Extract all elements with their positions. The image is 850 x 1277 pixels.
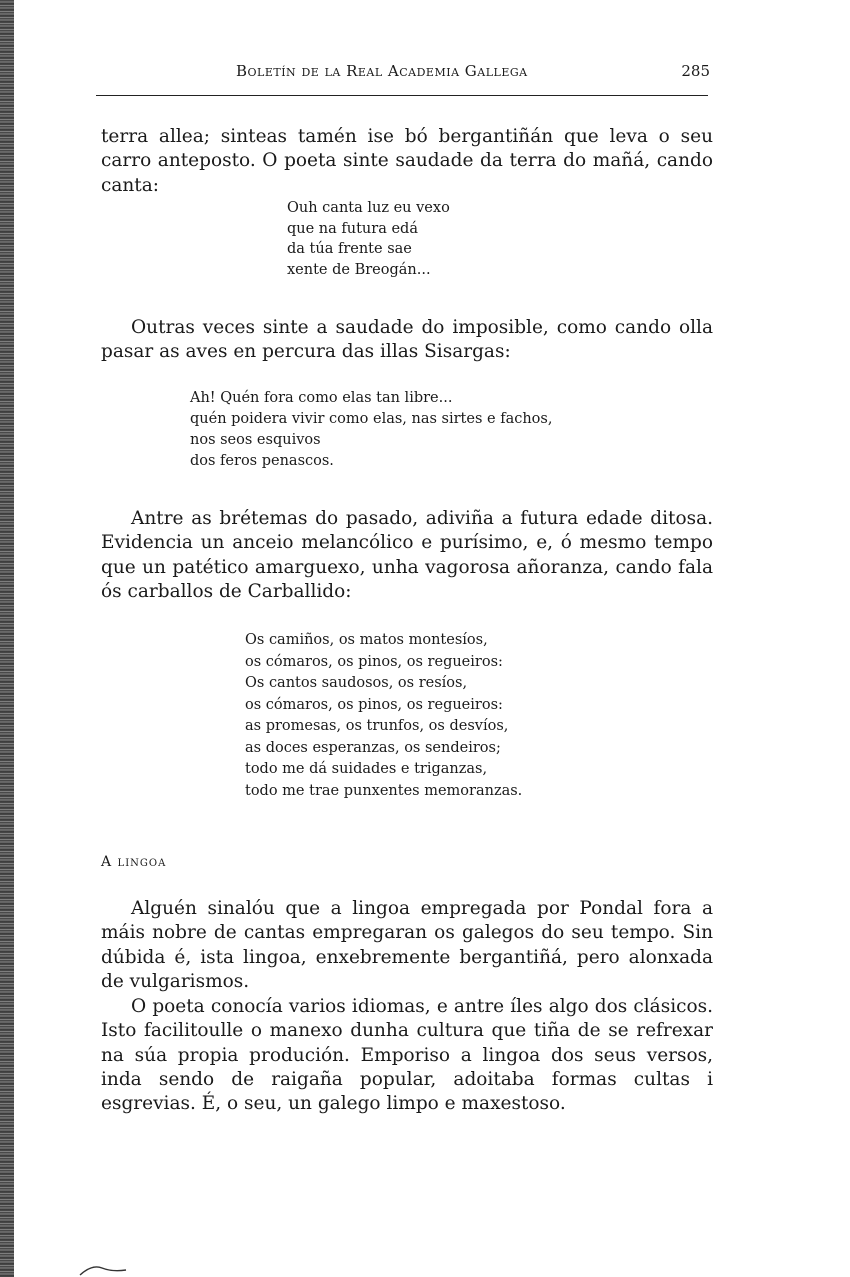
verse-line: os cómaros, os pinos, os regueiros: [245,696,503,713]
verse-line: quén poidera vivir como elas, nas sirtes e fachos, [190,411,553,427]
paragraph: terra allea; sinteas tamén ise bó bergantiñán que leva o seu carro anteposto. O poeta sinte saudade da terra do mañá, cando canta: [101,126,713,196]
verse-line: Ah! Quén fora como elas tan libre... [190,390,453,406]
header-rule [96,95,708,96]
verse-line: todo me trae punxentes memoranzas. [245,782,523,799]
verse-line: da túa frente sae [287,241,412,257]
verse-line: Os cantos saudosos, os resíos, [245,675,468,691]
verse-line: as promesas, os trunfos, os desvíos, [245,718,509,734]
verse-line: nos seos esquivos [190,432,321,448]
verse-line: Ouh canta luz eu vexo [287,200,450,216]
paragraph: Outras veces sinte a saudade do imposible, como cando olla pasar as aves en percura das illas Sisargas: [101,317,713,363]
scanned-page-edge [0,0,14,1277]
paragraph: O poeta conocía varios idiomas, e antre íles algo dos clásicos. Isto facilitoulle o manexo dunha cultura que tiña de se refrexar na súa propia produción. Emporiso a lingoa dos seus versos, inda sendo de raigaña popular, adoitaba formas cultas i esgrevias. É, o seu, un galego limpo e maxestoso. [101,996,713,1115]
page-number: 285 [681,62,710,80]
verse-line: que na futura edá [287,220,418,237]
paragraph: Alguén sinalóu que a lingoa empregada por Pondal fora a máis nobre de cantas empregaran os galegos do seu tempo. Sin dúbida é, ista lingoa, enxebremente bergantiñá, pero alonxada de vulgarismos. [101,898,713,992]
running-head: Boletín de la Real Academia Gallega [236,62,528,80]
verse-line: Os camiños, os matos montesíos, [245,632,488,648]
section-heading: A lingoa [101,854,167,870]
verse-quote [245,630,522,802]
verse-quote [190,388,552,472]
verse-quote [287,198,450,280]
page-header [96,62,710,86]
verse-line: todo me dá suidades e triganzas, [245,761,488,777]
verse-line: xente de Breogán... [287,261,431,278]
verse-line: as doces esperanzas, os sendeiros; [245,739,501,756]
verse-line: dos feros penascos. [190,453,334,469]
paragraph: Antre as brétemas do pasado, adiviña a futura edade ditosa. Evidencia un anceio melancólico e purísimo, e, ó mesmo tempo que un patético amarguexo, unha vagorosa añoranza, cando fala ós carballos de Carballido: [101,508,713,602]
pencil-mark [78,1262,128,1276]
verse-line: os cómaros, os pinos, os regueiros: [245,653,503,670]
